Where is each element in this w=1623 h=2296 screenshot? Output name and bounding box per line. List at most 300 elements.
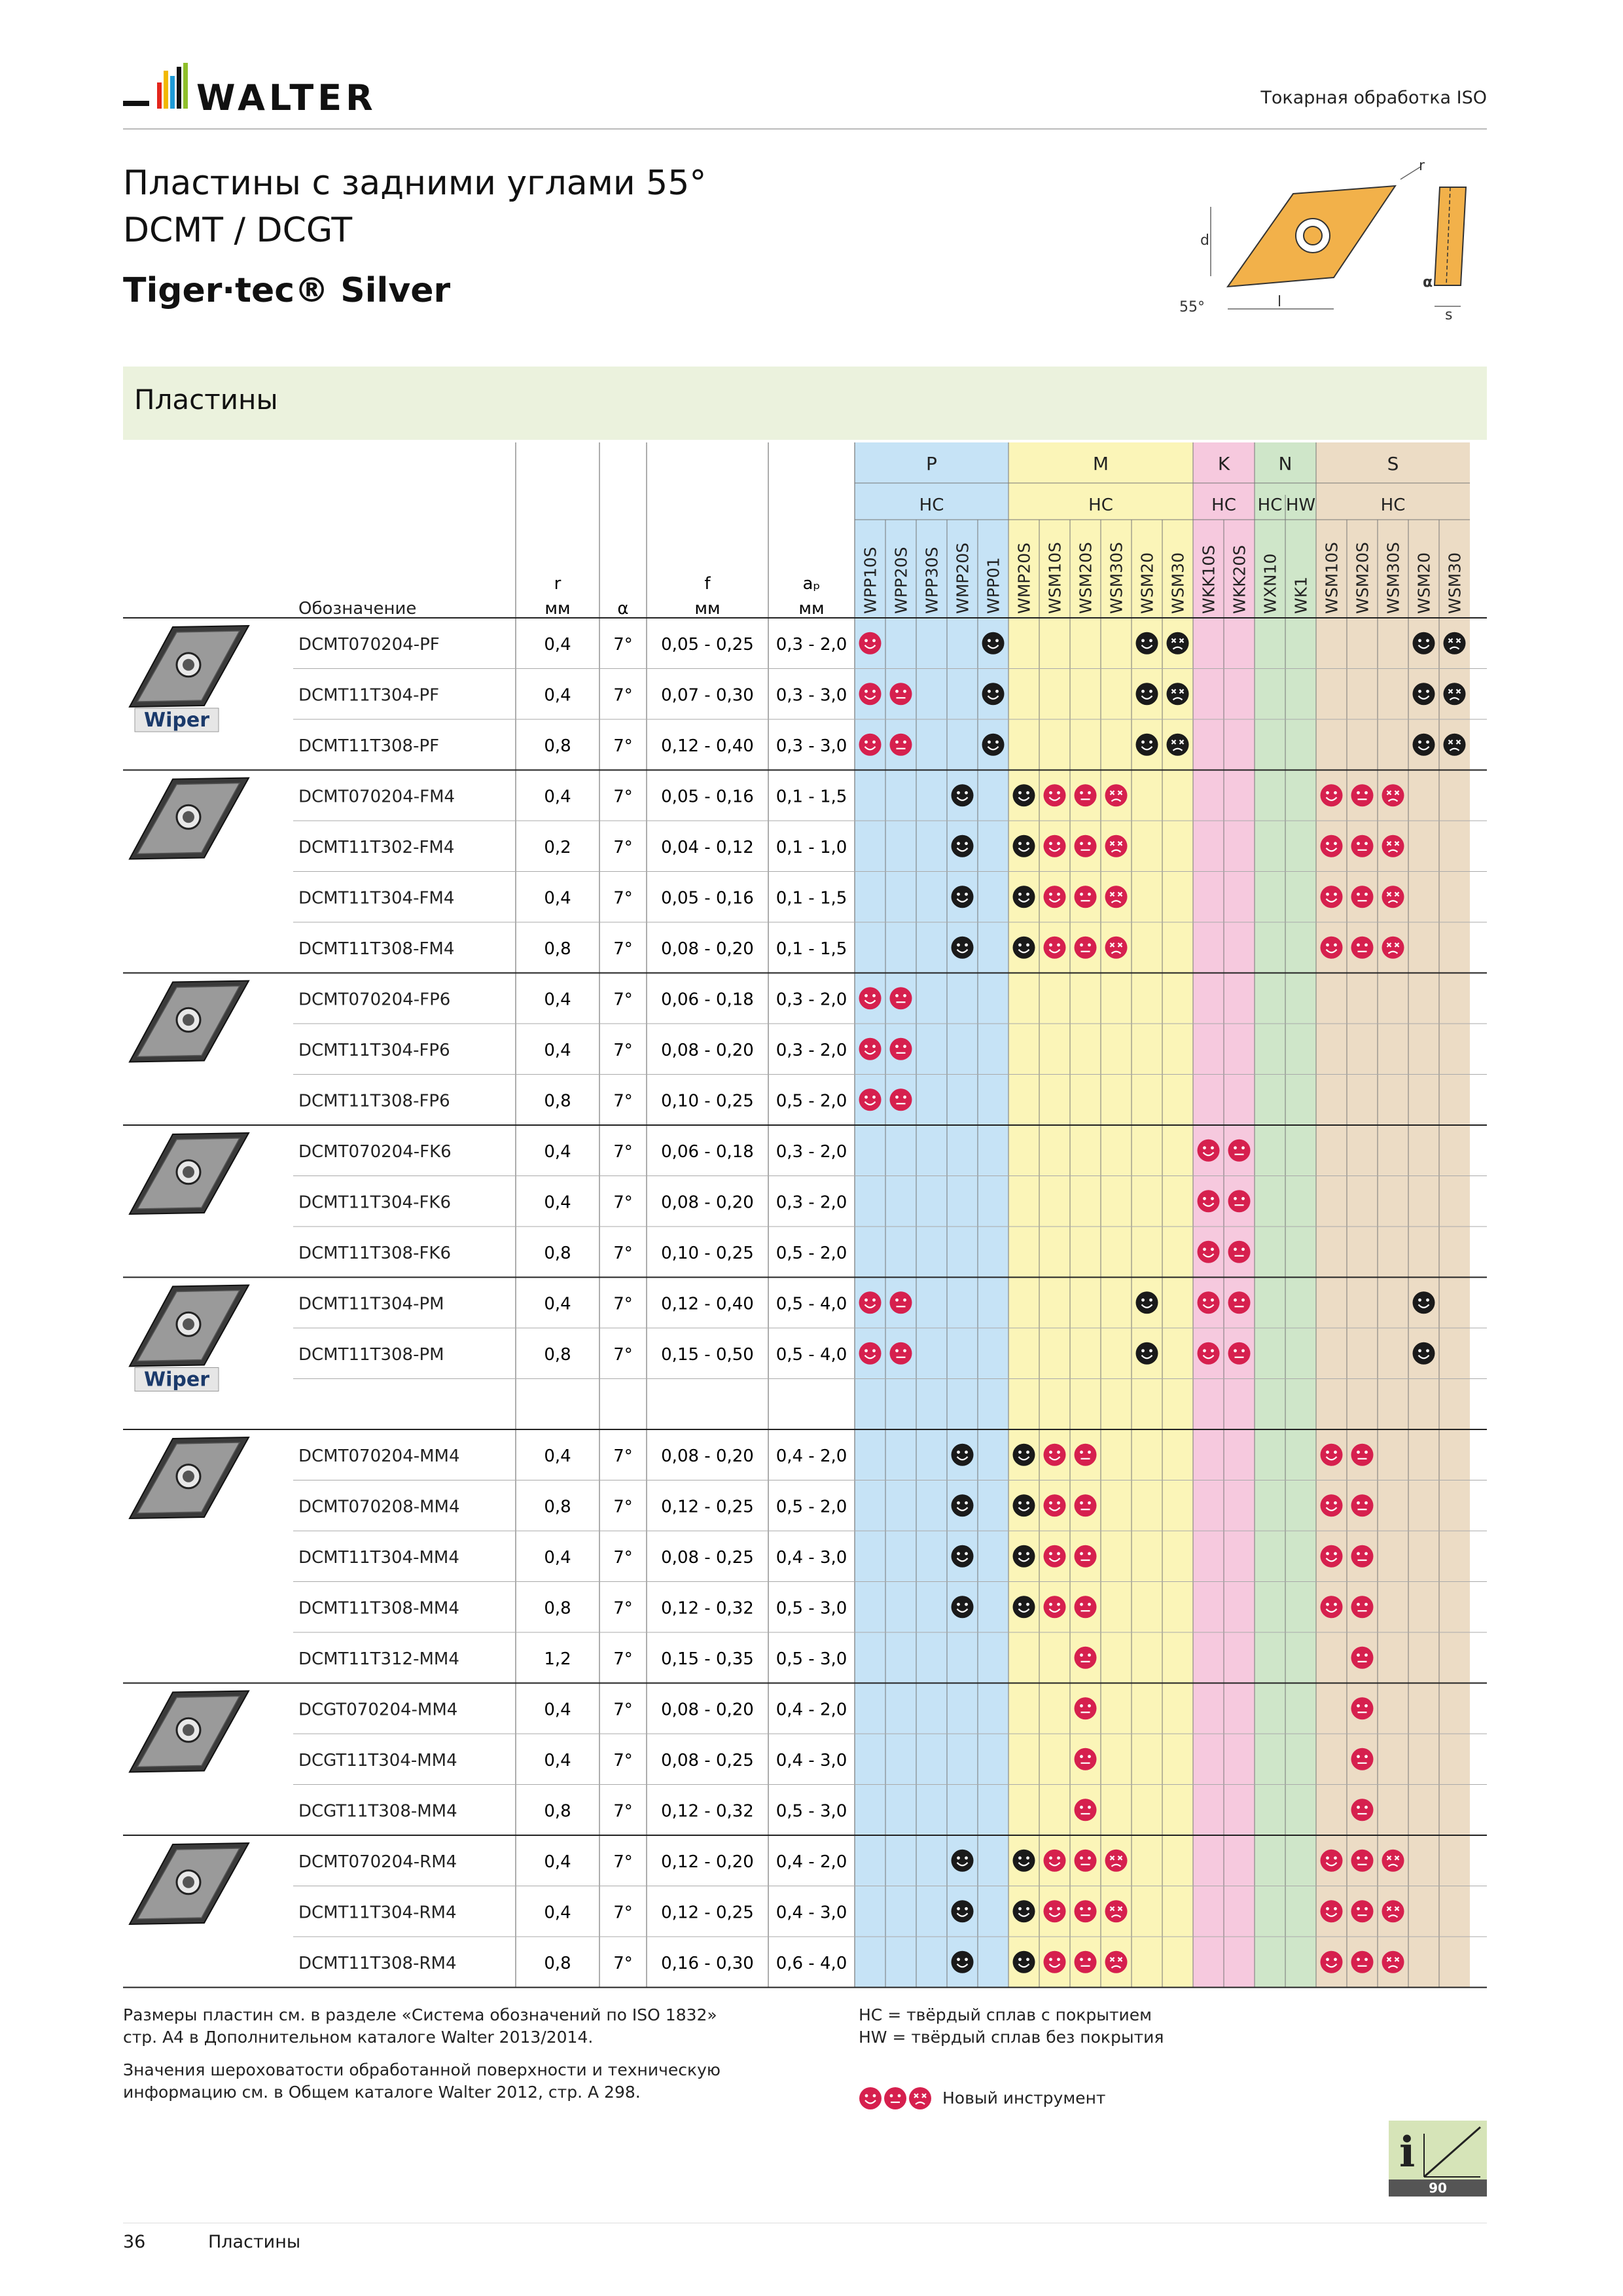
depth-value: 0,3 - 3,0 bbox=[776, 736, 847, 756]
grade-suitability-icon bbox=[859, 1088, 882, 1111]
footnote-roughness-ref: Значения шероховатости обработанной поверхности и техническую информацию см. в Общем каталоге Walter 2012, стр. А 298. bbox=[123, 2060, 721, 2102]
wiper-badge bbox=[135, 1368, 219, 1391]
radius-value: 0,4 bbox=[544, 685, 571, 706]
feed-value: 0,12 - 0,40 bbox=[661, 1294, 754, 1314]
grade-header: WXN10 bbox=[1260, 553, 1280, 614]
grade-suitability-icon bbox=[1013, 835, 1035, 857]
grade-suitability-icon bbox=[1075, 1748, 1097, 1770]
insert-schematic bbox=[1165, 157, 1492, 334]
designation: DCMT11T304-FM4 bbox=[298, 888, 455, 908]
grade-header: WK1 bbox=[1291, 576, 1311, 614]
grade-suitability-icon bbox=[1136, 1291, 1158, 1314]
depth-value: 0,3 - 2,0 bbox=[776, 634, 847, 655]
insert-image bbox=[130, 1437, 249, 1518]
angle-value: 7° bbox=[613, 837, 633, 857]
group-label-k: K bbox=[1217, 453, 1230, 475]
insert-image bbox=[130, 778, 249, 859]
designation: DCMT11T312-MM4 bbox=[298, 1649, 459, 1669]
grade-suitability-icon bbox=[1351, 1951, 1374, 1973]
feed-value: 0,08 - 0,25 bbox=[661, 1750, 754, 1770]
grade-suitability-icon bbox=[1444, 734, 1466, 756]
radius-value: 1,2 bbox=[544, 1649, 571, 1669]
grade-suitability-icon bbox=[982, 683, 1005, 705]
angle-value: 7° bbox=[613, 1344, 633, 1365]
designation: DCMT11T304-FK6 bbox=[298, 1193, 452, 1213]
grade-header: WKK20S bbox=[1230, 545, 1249, 614]
grade-suitability-icon bbox=[1198, 1139, 1220, 1162]
grade-suitability-icon bbox=[952, 835, 974, 857]
radius-value: 0,8 bbox=[544, 1953, 571, 1973]
group-sub-label: HC bbox=[1088, 495, 1113, 515]
section-title: Пластины bbox=[134, 384, 278, 416]
designation: DCMT11T308-FP6 bbox=[298, 1091, 450, 1111]
grade-suitability-icon bbox=[1167, 632, 1189, 655]
angle-value: 7° bbox=[613, 1243, 633, 1263]
feed-value: 0,12 - 0,40 bbox=[661, 736, 754, 756]
depth-value: 0,5 - 2,0 bbox=[776, 1243, 847, 1263]
group-sub-label: HC bbox=[919, 495, 944, 515]
radius-value: 0,8 bbox=[544, 1344, 571, 1365]
new-tool-icons bbox=[859, 2087, 937, 2110]
grade-suitability-icon bbox=[1075, 937, 1097, 959]
grade-suitability-icon bbox=[1321, 1545, 1343, 1568]
grade-suitability-icon bbox=[952, 1951, 974, 1973]
grade-header: WKK10S bbox=[1199, 545, 1219, 614]
angle-value: 7° bbox=[613, 736, 633, 756]
grade-suitability-icon bbox=[1351, 784, 1374, 806]
radius-value: 0,4 bbox=[544, 1750, 571, 1770]
grade-suitability-icon bbox=[1105, 1951, 1128, 1973]
angle-value: 7° bbox=[613, 1649, 633, 1669]
designation: DCMT11T304-MM4 bbox=[298, 1547, 459, 1568]
grade-suitability-icon bbox=[952, 1596, 974, 1618]
grade-suitability-icon bbox=[1198, 1190, 1220, 1212]
designation: DCMT070204-PF bbox=[298, 634, 440, 655]
feed-value: 0,12 - 0,25 bbox=[661, 1903, 754, 1923]
grade-suitability-icon bbox=[1351, 1647, 1374, 1669]
designation: DCMT11T308-RM4 bbox=[298, 1953, 457, 1973]
page-number: 36 bbox=[123, 2232, 146, 2252]
grade-suitability-icon bbox=[1413, 632, 1435, 655]
radius-value: 0,8 bbox=[544, 1243, 571, 1263]
radius-value: 0,4 bbox=[544, 1446, 571, 1466]
dim-r: r bbox=[1419, 158, 1425, 174]
designation: DCMT070204-FK6 bbox=[298, 1141, 452, 1162]
dim-alpha: α bbox=[1423, 274, 1433, 291]
designation: DCMT11T308-MM4 bbox=[298, 1598, 459, 1619]
angle-value: 7° bbox=[613, 787, 633, 807]
group-label-s: S bbox=[1387, 453, 1399, 475]
grade-suitability-icon bbox=[1075, 1850, 1097, 1872]
designation: DCMT070204-MM4 bbox=[298, 1446, 460, 1466]
feed-value: 0,15 - 0,35 bbox=[661, 1649, 754, 1669]
grade-suitability-icon bbox=[982, 632, 1005, 655]
grade-suitability-icon bbox=[1013, 1545, 1035, 1568]
group-sub-label: HC bbox=[1211, 495, 1236, 515]
grade-suitability-icon bbox=[1228, 1291, 1251, 1314]
table-row bbox=[298, 1038, 912, 1060]
grade-suitability-icon bbox=[1044, 1444, 1066, 1466]
grade-suitability-icon bbox=[1105, 1900, 1128, 1922]
grade-suitability-icon bbox=[1044, 835, 1066, 857]
insert-image bbox=[130, 1843, 249, 1924]
grade-suitability-icon bbox=[1351, 1444, 1374, 1466]
feed-value: 0,12 - 0,32 bbox=[661, 1801, 754, 1821]
depth-value: 0,5 - 3,0 bbox=[776, 1801, 847, 1821]
depth-value: 0,3 - 2,0 bbox=[776, 990, 847, 1010]
grade-suitability-icon bbox=[1075, 1494, 1097, 1516]
radius-value: 0,8 bbox=[544, 1497, 571, 1517]
grade-suitability-icon bbox=[952, 784, 974, 806]
radius-value: 0,8 bbox=[544, 1598, 571, 1619]
grade-suitability-icon bbox=[1075, 1647, 1097, 1669]
feed-value: 0,08 - 0,25 bbox=[661, 1547, 754, 1568]
grade-suitability-icon bbox=[1321, 937, 1343, 959]
feed-value: 0,08 - 0,20 bbox=[661, 1700, 754, 1720]
grade-suitability-icon bbox=[952, 937, 974, 959]
radius-value: 0,4 bbox=[544, 634, 571, 655]
grade-suitability-icon bbox=[1444, 632, 1466, 655]
grade-suitability-icon bbox=[1382, 886, 1404, 908]
angle-value: 7° bbox=[613, 634, 633, 655]
radius-value: 0,8 bbox=[544, 939, 571, 959]
grade-suitability-icon bbox=[1382, 937, 1404, 959]
grade-suitability-icon bbox=[952, 1444, 974, 1466]
feed-value: 0,05 - 0,25 bbox=[661, 634, 754, 655]
grade-header: WSM20S bbox=[1076, 542, 1096, 614]
grade-suitability-icon bbox=[1167, 734, 1189, 756]
grade-suitability-icon bbox=[859, 1038, 882, 1060]
grade-suitability-icon bbox=[1013, 1494, 1035, 1516]
grade-suitability-icon bbox=[890, 1291, 912, 1314]
grade-suitability-icon bbox=[1351, 1545, 1374, 1568]
angle-value: 7° bbox=[613, 1294, 633, 1314]
grade-suitability-icon bbox=[1228, 1190, 1251, 1212]
dim-angle: 55° bbox=[1179, 299, 1205, 315]
grade-suitability-icon bbox=[1382, 1850, 1404, 1872]
page-subtitle: Tiger·tec® Silver bbox=[123, 271, 451, 310]
angle-value: 7° bbox=[613, 1953, 633, 1973]
grade-suitability-icon bbox=[1321, 1850, 1343, 1872]
grade-suitability-icon bbox=[1136, 632, 1158, 655]
table-row bbox=[298, 1088, 912, 1111]
depth-value: 0,3 - 3,0 bbox=[776, 685, 847, 706]
grade-suitability-icon bbox=[1105, 1850, 1128, 1872]
depth-value: 0,5 - 3,0 bbox=[776, 1649, 847, 1669]
legend-new-tool bbox=[859, 2087, 1105, 2110]
footnote-iso-ref: Размеры пластин см. в разделе «Система обозначений по ISO 1832» стр. А4 в Дополнительном каталоге Walter 2013/2014. bbox=[123, 2005, 717, 2047]
grade-suitability-icon bbox=[1013, 1596, 1035, 1618]
grade-suitability-icon bbox=[1075, 784, 1097, 806]
col-header-r-unit: мм bbox=[544, 599, 571, 619]
radius-value: 0,4 bbox=[544, 787, 571, 807]
angle-value: 7° bbox=[613, 1598, 633, 1619]
feed-value: 0,05 - 0,16 bbox=[661, 787, 754, 807]
angle-value: 7° bbox=[613, 1141, 633, 1162]
designation: DCMT070204-FP6 bbox=[298, 990, 451, 1010]
info-icon: i bbox=[1399, 2128, 1416, 2177]
feed-value: 0,12 - 0,25 bbox=[661, 1497, 754, 1517]
legend-new-tool-label: Новый инструмент bbox=[942, 2089, 1106, 2108]
designation: DCMT11T308-FK6 bbox=[298, 1243, 452, 1263]
feed-value: 0,08 - 0,20 bbox=[661, 1193, 754, 1213]
grade-suitability-icon bbox=[952, 1850, 974, 1872]
depth-value: 0,6 - 4,0 bbox=[776, 1953, 847, 1973]
feed-value: 0,08 - 0,20 bbox=[661, 1040, 754, 1060]
insert-image bbox=[130, 1133, 249, 1214]
insert-image bbox=[130, 981, 249, 1062]
angle-value: 7° bbox=[613, 1700, 633, 1720]
group-bg-s bbox=[1316, 442, 1470, 1988]
grade-suitability-icon bbox=[982, 734, 1005, 756]
depth-value: 0,1 - 1,0 bbox=[776, 837, 847, 857]
group-bg-p bbox=[855, 442, 1008, 1988]
grade-suitability-icon bbox=[1351, 886, 1374, 908]
grade-suitability-icon bbox=[859, 987, 882, 1009]
designation: DCMT11T304-RM4 bbox=[298, 1903, 457, 1923]
grade-suitability-icon bbox=[952, 886, 974, 908]
grade-suitability-icon bbox=[1075, 1951, 1097, 1973]
feed-value: 0,08 - 0,20 bbox=[661, 1446, 754, 1466]
grade-suitability-icon bbox=[1351, 1850, 1374, 1872]
designation: DCMT11T302-FM4 bbox=[298, 837, 455, 857]
grade-suitability-icon bbox=[1075, 835, 1097, 857]
grade-header: WMP20S bbox=[953, 542, 972, 614]
page-title: Пластины с задними углами 55° bbox=[123, 164, 707, 203]
grade-header: WMP20S bbox=[1014, 542, 1034, 614]
group-sub-label: HC bbox=[1257, 495, 1283, 515]
grade-suitability-icon bbox=[1413, 1342, 1435, 1365]
grade-suitability-icon bbox=[1044, 1494, 1066, 1516]
grade-suitability-icon bbox=[1321, 835, 1343, 857]
grade-header: WSM30 bbox=[1445, 552, 1465, 614]
grade-suitability-icon bbox=[1105, 886, 1128, 908]
header-category: Токарная обработка ISO bbox=[1260, 88, 1487, 108]
svg-text:Wiper: Wiper bbox=[144, 709, 209, 732]
grade-suitability-icon bbox=[859, 683, 882, 705]
insert-image bbox=[130, 626, 249, 707]
feed-value: 0,07 - 0,30 bbox=[661, 685, 754, 706]
grade-suitability-icon bbox=[1351, 1596, 1374, 1618]
col-header-designation: Обозначение bbox=[298, 599, 417, 619]
grade-suitability-icon bbox=[1044, 937, 1066, 959]
grade-suitability-icon bbox=[1136, 683, 1158, 705]
col-header-ap: aₚ bbox=[802, 574, 821, 594]
grade-header: WPP01 bbox=[984, 557, 1003, 614]
depth-value: 0,1 - 1,5 bbox=[776, 939, 847, 959]
grade-suitability-icon bbox=[1413, 683, 1435, 705]
dim-l: l bbox=[1277, 294, 1282, 310]
designation: DCMT11T308-FM4 bbox=[298, 939, 455, 959]
feed-value: 0,06 - 0,18 bbox=[661, 990, 754, 1010]
designation: DCMT11T308-PF bbox=[298, 736, 440, 756]
col-header-r: r bbox=[554, 574, 562, 594]
angle-value: 7° bbox=[613, 990, 633, 1010]
grade-suitability-icon bbox=[1013, 784, 1035, 806]
depth-value: 0,4 - 3,0 bbox=[776, 1750, 847, 1770]
insert-top-view bbox=[1179, 158, 1425, 315]
radius-value: 0,4 bbox=[544, 1040, 571, 1060]
grade-suitability-icon bbox=[1351, 835, 1374, 857]
grade-suitability-icon bbox=[1382, 835, 1404, 857]
depth-value: 0,3 - 2,0 bbox=[776, 1040, 847, 1060]
grade-suitability-icon bbox=[1228, 1139, 1251, 1162]
grade-suitability-icon bbox=[1105, 835, 1128, 857]
insert-image bbox=[130, 1285, 249, 1367]
grade-suitability-icon bbox=[1382, 784, 1404, 806]
grade-suitability-icon bbox=[1075, 1545, 1097, 1568]
grade-suitability-icon bbox=[1444, 683, 1466, 705]
grade-suitability-icon bbox=[1198, 1342, 1220, 1365]
radius-value: 0,4 bbox=[544, 888, 571, 908]
feed-value: 0,08 - 0,20 bbox=[661, 939, 754, 959]
radius-value: 0,2 bbox=[544, 837, 571, 857]
grade-suitability-icon bbox=[1044, 1951, 1066, 1973]
grade-suitability-icon bbox=[1075, 1596, 1097, 1618]
col-header-f-unit: мм bbox=[694, 599, 721, 619]
angle-value: 7° bbox=[613, 1497, 633, 1517]
angle-value: 7° bbox=[613, 888, 633, 908]
grade-header: WSM30S bbox=[1107, 542, 1126, 614]
grade-suitability-icon bbox=[1351, 937, 1374, 959]
angle-value: 7° bbox=[613, 685, 633, 706]
table-row bbox=[298, 987, 912, 1009]
grade-suitability-icon bbox=[859, 1291, 882, 1314]
group-sub-label: HW bbox=[1285, 495, 1316, 515]
grade-suitability-icon bbox=[1321, 1951, 1343, 1973]
grade-header: WPP10S bbox=[861, 547, 880, 614]
inserts-table bbox=[123, 442, 1487, 2000]
section-band bbox=[123, 367, 1487, 440]
grade-suitability-icon bbox=[1013, 1900, 1035, 1922]
grade-suitability-icon bbox=[1351, 1799, 1374, 1821]
radius-value: 0,4 bbox=[544, 1294, 571, 1314]
feed-value: 0,05 - 0,16 bbox=[661, 888, 754, 908]
depth-value: 0,5 - 2,0 bbox=[776, 1091, 847, 1111]
grade-suitability-icon bbox=[1321, 886, 1343, 908]
grade-suitability-icon bbox=[1044, 1900, 1066, 1922]
depth-value: 0,4 - 2,0 bbox=[776, 1700, 847, 1720]
grade-suitability-icon bbox=[952, 1545, 974, 1568]
grade-suitability-icon bbox=[1382, 1900, 1404, 1922]
grade-header: WSM20 bbox=[1414, 552, 1434, 614]
feed-value: 0,12 - 0,32 bbox=[661, 1598, 754, 1619]
angle-value: 7° bbox=[613, 1193, 633, 1213]
designation: DCMT11T304-PM bbox=[298, 1294, 444, 1314]
grade-suitability-icon bbox=[952, 1900, 974, 1922]
legend-hc-hw bbox=[859, 2004, 1164, 2049]
grade-header: WPP30S bbox=[922, 547, 942, 614]
grade-suitability-icon bbox=[1198, 1291, 1220, 1314]
col-header-f: f bbox=[704, 574, 711, 594]
grade-header: WSM20 bbox=[1137, 552, 1157, 614]
svg-text:Wiper: Wiper bbox=[144, 1368, 209, 1391]
designation: DCGT11T304-MM4 bbox=[298, 1750, 457, 1770]
grade-suitability-icon bbox=[890, 683, 912, 705]
radius-value: 0,4 bbox=[544, 990, 571, 1010]
grade-suitability-icon bbox=[1013, 1951, 1035, 1973]
grade-suitability-icon bbox=[1075, 1697, 1097, 1719]
grade-suitability-icon bbox=[1321, 784, 1343, 806]
group-label-p: P bbox=[926, 453, 937, 475]
grade-suitability-icon bbox=[1321, 1596, 1343, 1618]
feed-value: 0,15 - 0,50 bbox=[661, 1344, 754, 1365]
brand-name: WALTER bbox=[196, 77, 377, 118]
grade-suitability-icon bbox=[1044, 1596, 1066, 1618]
col-header-alpha: α bbox=[617, 599, 629, 619]
grade-suitability-icon bbox=[1321, 1444, 1343, 1466]
depth-value: 0,5 - 4,0 bbox=[776, 1344, 847, 1365]
depth-value: 0,5 - 3,0 bbox=[776, 1598, 847, 1619]
grade-suitability-icon bbox=[890, 1038, 912, 1060]
info-box-number: 90 bbox=[1429, 2180, 1447, 2196]
grade-suitability-icon bbox=[1044, 1545, 1066, 1568]
depth-value: 0,1 - 1,5 bbox=[776, 888, 847, 908]
radius-value: 0,4 bbox=[544, 1700, 571, 1720]
designation: DCMT11T304-FP6 bbox=[298, 1040, 450, 1060]
wiper-badge bbox=[135, 708, 219, 732]
grade-suitability-icon bbox=[1013, 937, 1035, 959]
depth-value: 0,4 - 2,0 bbox=[776, 1446, 847, 1466]
angle-value: 7° bbox=[613, 1040, 633, 1060]
grade-suitability-icon bbox=[1321, 1494, 1343, 1516]
designation: DCMT070204-RM4 bbox=[298, 1852, 457, 1872]
grade-suitability-icon bbox=[1075, 1900, 1097, 1922]
grade-header: WPP20S bbox=[891, 547, 911, 614]
grade-header: WSM10S bbox=[1322, 542, 1342, 614]
grade-suitability-icon bbox=[1321, 1900, 1343, 1922]
angle-value: 7° bbox=[613, 1750, 633, 1770]
group-label-n: N bbox=[1278, 453, 1293, 475]
designation: DCMT11T304-PF bbox=[298, 685, 440, 706]
depth-value: 0,5 - 2,0 bbox=[776, 1497, 847, 1517]
grade-suitability-icon bbox=[952, 1494, 974, 1516]
feed-value: 0,10 - 0,25 bbox=[661, 1243, 754, 1263]
grade-suitability-icon bbox=[890, 987, 912, 1009]
designation: DCGT070204-MM4 bbox=[298, 1700, 458, 1720]
depth-value: 0,3 - 2,0 bbox=[776, 1141, 847, 1162]
grade-suitability-icon bbox=[859, 734, 882, 756]
angle-value: 7° bbox=[613, 939, 633, 959]
radius-value: 0,4 bbox=[544, 1193, 571, 1213]
dim-d: d bbox=[1200, 232, 1209, 249]
grade-suitability-icon bbox=[859, 632, 882, 655]
legend-hc: HC = твёрдый сплав с покрытием bbox=[859, 2005, 1152, 2024]
grade-suitability-icon bbox=[1013, 1850, 1035, 1872]
grade-suitability-icon bbox=[1044, 784, 1066, 806]
radius-value: 0,4 bbox=[544, 1852, 571, 1872]
radius-value: 0,4 bbox=[544, 1547, 571, 1568]
grade-suitability-icon bbox=[1013, 1444, 1035, 1466]
grade-suitability-icon bbox=[1075, 1444, 1097, 1466]
grade-suitability-icon bbox=[1228, 1241, 1251, 1263]
feed-value: 0,04 - 0,12 bbox=[661, 837, 754, 857]
grade-suitability-icon bbox=[1382, 1951, 1404, 1973]
depth-value: 0,5 - 4,0 bbox=[776, 1294, 847, 1314]
grade-suitability-icon bbox=[1136, 1342, 1158, 1365]
grade-suitability-icon bbox=[1413, 1291, 1435, 1314]
radius-value: 0,4 bbox=[544, 1903, 571, 1923]
grade-suitability-icon bbox=[1105, 937, 1128, 959]
feed-value: 0,12 - 0,20 bbox=[661, 1852, 754, 1872]
feed-value: 0,16 - 0,30 bbox=[661, 1953, 754, 1973]
grade-suitability-icon bbox=[1228, 1342, 1251, 1365]
grade-header: WSM20S bbox=[1353, 542, 1372, 614]
radius-value: 0,8 bbox=[544, 1801, 571, 1821]
grade-suitability-icon bbox=[1413, 734, 1435, 756]
depth-value: 0,3 - 2,0 bbox=[776, 1193, 847, 1213]
radius-value: 0,8 bbox=[544, 736, 571, 756]
